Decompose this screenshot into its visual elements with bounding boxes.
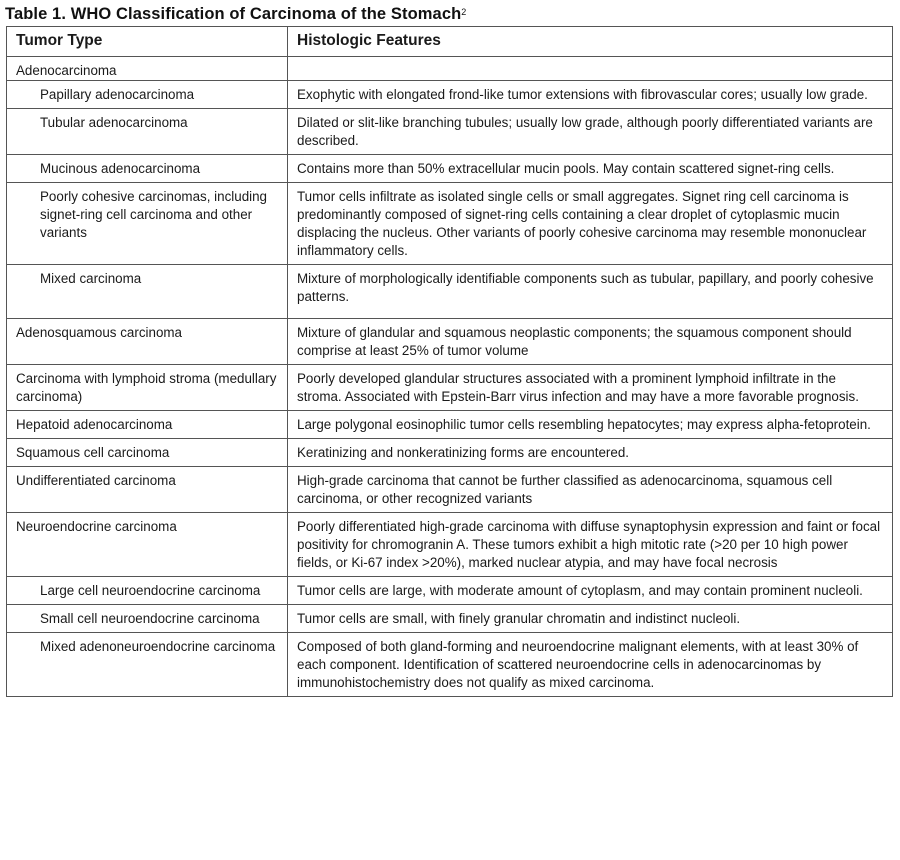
- table-caption: [5, 4, 466, 24]
- tumor-type-cell: Hepatoid adenocarcinoma: [7, 411, 288, 439]
- classification-table: [6, 26, 893, 697]
- features-cell: Tumor cells are large, with moderate amount of cytoplasm, and may contain prominent nucleoli.: [288, 577, 893, 605]
- tumor-type-cell: Mucinous adenocarcinoma: [7, 155, 288, 183]
- features-cell: Mixture of glandular and squamous neoplastic components; the squamous component should comprise at least 25% of tumor volume: [288, 319, 893, 365]
- features-cell: Tumor cells infiltrate as isolated single cells or small aggregates. Signet ring cell carcinoma is predominantly composed of signet-ring cells containing a clear droplet of cytoplasmic mucin displacing the nucleus. Other variants of poorly cohesive carcinoma may resemble mononuclear inflammatory cells.: [288, 183, 893, 265]
- table-row: [7, 439, 893, 467]
- features-cell: Large polygonal eosinophilic tumor cells resembling hepatocytes; may express alpha-fetoprotein.: [288, 411, 893, 439]
- tumor-type-cell: Poorly cohesive carcinomas, including signet-ring cell carcinoma and other variants: [7, 183, 288, 265]
- features-cell: [288, 57, 893, 81]
- features-cell: Keratinizing and nonkeratinizing forms are encountered.: [288, 439, 893, 467]
- features-cell: Contains more than 50% extracellular mucin pools. May contain scattered signet-ring cells.: [288, 155, 893, 183]
- tumor-type-cell: Tubular adenocarcinoma: [7, 109, 288, 155]
- table-row: [7, 633, 893, 697]
- header-tumor-type: Tumor Type: [7, 27, 288, 57]
- table-row: [7, 155, 893, 183]
- table-row: [7, 513, 893, 577]
- header-row: [7, 27, 893, 57]
- tumor-type-cell: Mixed adenoneuroendocrine carcinoma: [7, 633, 288, 697]
- table-row: [7, 183, 893, 265]
- features-cell: Exophytic with elongated frond-like tumor extensions with fibrovascular cores; usually low grade.: [288, 81, 893, 109]
- table-row: [7, 81, 893, 109]
- table-row: [7, 109, 893, 155]
- tumor-type-cell: Squamous cell carcinoma: [7, 439, 288, 467]
- features-cell: High-grade carcinoma that cannot be further classified as adenocarcinoma, squamous cell carcinoma, or other recognized variants: [288, 467, 893, 513]
- table-row: [7, 319, 893, 365]
- tumor-type-cell: Mixed carcinoma: [7, 265, 288, 319]
- table-row: [7, 467, 893, 513]
- table-row: [7, 411, 893, 439]
- features-cell: Poorly developed glandular structures associated with a prominent lymphoid infiltrate in the stroma. Associated with Epstein-Barr virus infection and may have a more favorable prognosis.: [288, 365, 893, 411]
- features-cell: Tumor cells are small, with finely granular chromatin and indistinct nucleoli.: [288, 605, 893, 633]
- reference-superscript: 2: [461, 7, 467, 17]
- tumor-type-cell: Neuroendocrine carcinoma: [7, 513, 288, 577]
- table-title: Table 1. WHO Classification of Carcinoma of the Stomach: [5, 5, 462, 23]
- table-row: [7, 57, 893, 81]
- features-cell: Poorly differentiated high-grade carcinoma with diffuse synaptophysin expression and faint or focal positivity for chromogranin A. These tumors exhibit a high mitotic rate (>20 per 10 high power fields, or Ki-67 index >20%), marked nuclear atypia, and may have focal necrosis: [288, 513, 893, 577]
- header-histologic-features: Histologic Features: [288, 27, 893, 57]
- features-cell: Mixture of morphologically identifiable components such as tubular, papillary, and poorly cohesive patterns.: [288, 265, 893, 319]
- features-cell: Dilated or slit-like branching tubules; usually low grade, although poorly differentiated variants are described.: [288, 109, 893, 155]
- table-row: [7, 265, 893, 319]
- tumor-type-cell: Undifferentiated carcinoma: [7, 467, 288, 513]
- tumor-type-cell: Adenocarcinoma: [7, 57, 288, 81]
- tumor-type-cell: Small cell neuroendocrine carcinoma: [7, 605, 288, 633]
- table-row: [7, 365, 893, 411]
- tumor-type-cell: Large cell neuroendocrine carcinoma: [7, 577, 288, 605]
- table-row: [7, 605, 893, 633]
- features-cell: Composed of both gland-forming and neuroendocrine malignant elements, with at least 30% of each component. Identification of scattered neuroendocrine cells in adenocarcinomas by immunohistochemistry does not qualify as mixed carcinoma.: [288, 633, 893, 697]
- tumor-type-cell: Carcinoma with lymphoid stroma (medullary carcinoma): [7, 365, 288, 411]
- table-row: [7, 577, 893, 605]
- tumor-type-cell: Papillary adenocarcinoma: [7, 81, 288, 109]
- tumor-type-cell: Adenosquamous carcinoma: [7, 319, 288, 365]
